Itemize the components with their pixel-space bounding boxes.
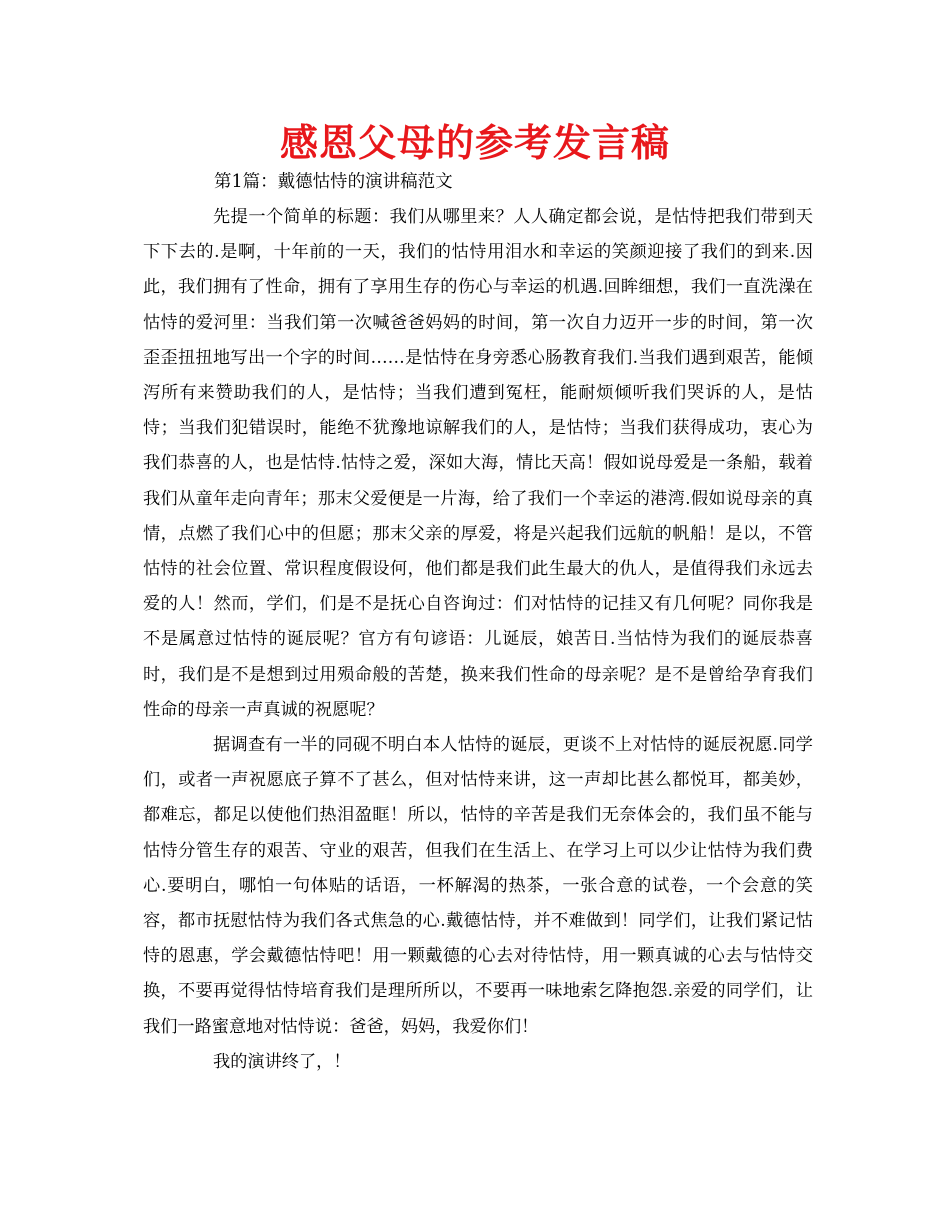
- body-paragraph-1: 先提一个简单的标题：我们从哪里来？人人确定都会说，是怙恃把我们带到天下下去的.是啊，十年前的一天，我们的怙恃用泪水和幸运的笑颜迎接了我们的到来.因此，我们拥有了性命，拥有了享用生存的伤心与幸运的机遇.回眸细想，我们一直洗澡在怙恃的爱河里：当我们第一次喊爸爸妈妈的时间，第一次自力迈开一步的时间，第一次歪歪扭扭地写出一个字的时间……是怙恃在身旁悉心肠教育我们.当我们遇到艰苦，能倾泻所有来赞助我们的人，是怙恃；当我们遭到冤枉，能耐烦倾听我们哭诉的人，是怙恃；当我们犯错误时，能绝不犹豫地谅解我们的人，是怙恃；当我们获得成功，衷心为我们恭喜的人，也是怙恃.怙恃之爱，深如大海，情比天高！假如说母爱是一条船，载着我们从童年走向青年；那末父爱便是一片海，给了我们一个幸运的港湾.假如说母亲的真情，点燃了我们心中的但愿；那末父亲的厚爱，将是兴起我们远航的帆船！是以，不管怙恃的社会位置、常识程度假设何，他们都是我们此生最大的仇人，是值得我们永远去爱的人！然而，学们，们是不是抚心自咨询过：们对怙恃的记挂又有几何呢？同你我是不是属意过怙恃的诞辰呢？官方有句谚语：儿诞辰，娘苦日.当怙恃为我们的诞辰恭喜时，我们是不是想到过用殒命般的苦楚，换来我们性命的母亲呢？是不是曾给孕育我们性命的母亲一声真诚的祝愿呢？: [143, 207, 813, 720]
- document-subtitle: 第1篇：戴德怙恃的演讲稿范文: [214, 172, 453, 192]
- document-body: [143, 200, 813, 1080]
- body-paragraph-2: 据调查有一半的同砚不明白本人怙恃的诞辰，更谈不上对怙恃的诞辰祝愿.同学们，或者一声祝愿底子算不了甚么，但对怙恃来讲，这一声却比甚么都悦耳，都美妙，都难忘，都足以使他们热泪盈眶！所以，怙恃的辛苦是我们无奈体会的，我们虽不能与怙恃分管生存的艰苦、守业的艰苦，但我们在生活上、在学习上可以少让怙恃为我们费心.要明白，哪怕一句体贴的话语，一杯解渴的热茶，一张合意的试卷，一个会意的笑容，都市抚慰怙恃为我们各式焦急的心.戴德怙恃，并不难做到！同学们，让我们紧记怙恃的恩惠，学会戴德怙恃吧！用一颗戴德的心去对待怙恃，用一颗真诚的心去与怙恃交换，不要再觉得怙恃培育我们是理所所以，不要再一味地索乞降抱怨.亲爱的同学们，让我们一路蜜意地对怙恃说：爸爸，妈妈，我爱你们！: [143, 735, 813, 1037]
- body-paragraph-3: 我的演讲终了，！: [213, 1051, 351, 1072]
- document-title: 感恩父母的参考发言稿: [279, 121, 670, 165]
